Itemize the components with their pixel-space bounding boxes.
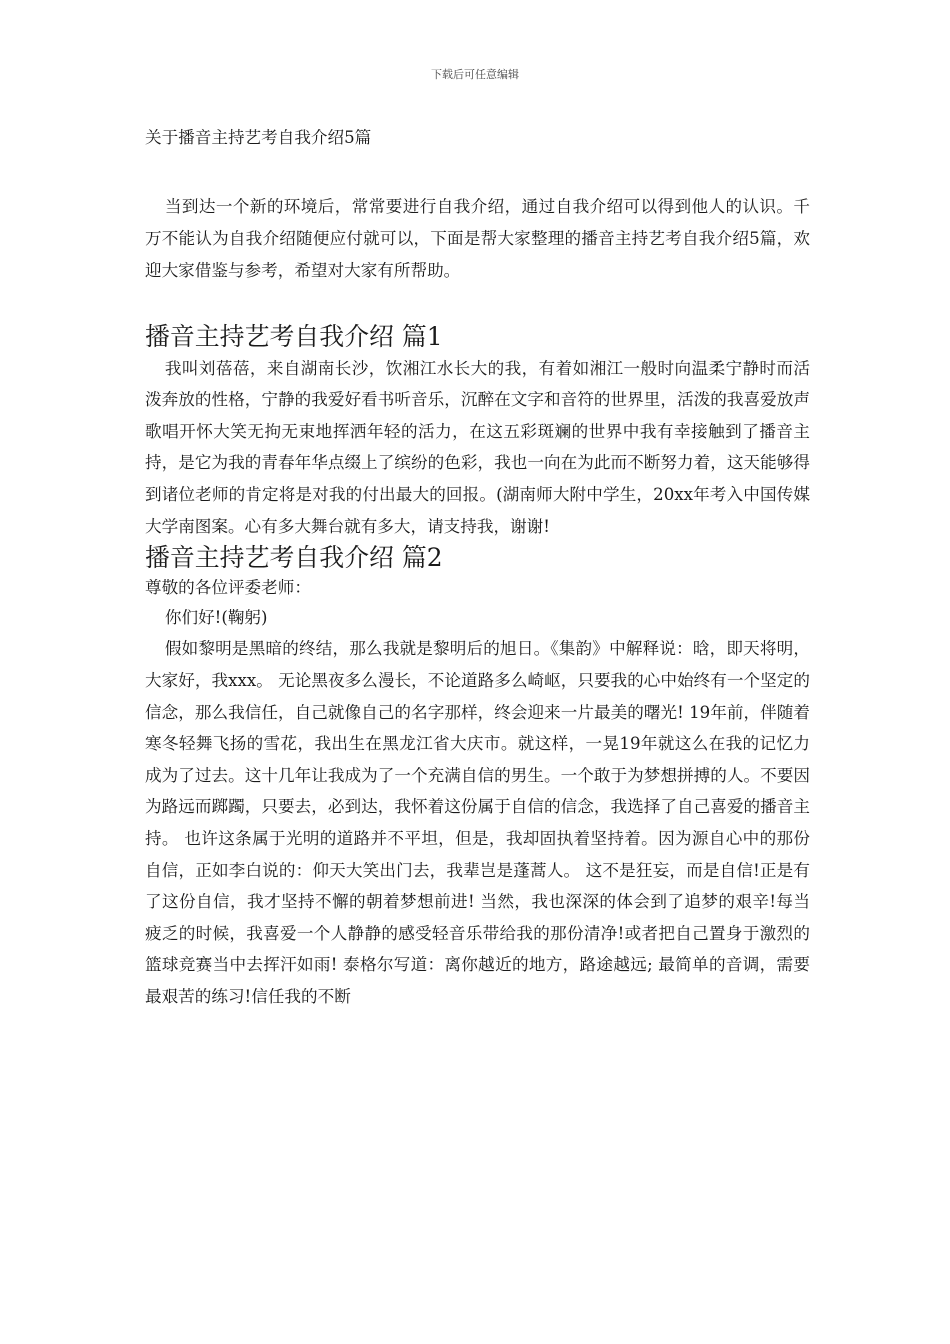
document-body xyxy=(145,122,810,1012)
section-2-salutation: 尊敬的各位评委老师： xyxy=(145,577,311,597)
document-title: 关于播音主持艺考自我介绍5篇 xyxy=(145,128,372,147)
section-2-heading: 播音主持艺考自我介绍 篇2 xyxy=(145,543,443,573)
section-2-greeting: 你们好!(鞠躬) xyxy=(164,607,268,627)
section-1-heading: 播音主持艺考自我介绍 篇1 xyxy=(145,322,443,351)
header-note: 下载后可任意编辑 xyxy=(431,68,519,81)
section-2-body: 假如黎明是黑暗的终结，那么我就是黎明后的旭日。《集韵》中解释说：晗，即天将明，大家好，我xxx。 无论黑夜多么漫长，不论道路多么崎岖，只要我的心中始终有一个坚定的信念，那么我信任，自己就像自己的名字那样，终会迎来一片最美的曙光! 19年前，伴随着寒冬轻舞飞扬的雪花，我出生在黑龙江省大庆市。就这样，一晃19年就这么在我的记忆力成为了过去。这十几年让我成为了一个充满自信的男生。一个敢于为梦想拼搏的人。不要因为路远而踯躅，只要去，必到达，我怀着这份属于自信的信念，我选择了自己喜爱的播音主持。 也许这条属于光明的道路并不平坦，但是，我却固执着坚持着。因为源自心中的那份自信，正如李白说的：仰天大笑出门去，我辈岂是蓬蒿人。 这不是狂妄，而是自信!正是有了这份自信，我才坚持不懈的朝着梦想前进! 当然，我也深深的体会到了追梦的艰辛!每当疲乏的时候，我喜爱一个人静静的感受轻音乐带给我的那份清净!或者把自己置身于激烈的篮球竞赛当中去挥汗如雨! 泰格尔写道：离你越近的地方，路途越远; 最简单的音调，需要最艰苦的练习!信任我的不断 xyxy=(145,639,810,1006)
section-1-body: 我叫刘蓓蓓，来自湖南长沙，饮湘江水长大的我，有着如湘江一般时向温柔宁静时而活泼奔放的性格，宁静的我爱好看书听音乐，沉醉在文字和音符的世界里，活泼的我喜爱放声歌唱开怀大笑无拘无束地挥洒年轻的活力，在这五彩斑斓的世界中我有幸接触到了播音主持，是它为我的青春年华点缀上了缤纷的色彩，我也一向在为此而不断努力着，这天能够得到诸位老师的肯定将是对我的付出最大的回报。(湖南师大附中学生，20xx年考入中国传媒大学南图案。心有多大舞台就有多大，请支持我，谢谢! xyxy=(145,358,810,536)
intro-paragraph: 当到达一个新的环境后，常常要进行自我介绍，通过自我介绍可以得到他人的认识。千万不能认为自我介绍随便应付就可以，下面是帮大家整理的播音主持艺考自我介绍5篇，欢迎大家借鉴与参考，希望对大家有所帮助。 xyxy=(145,197,810,280)
